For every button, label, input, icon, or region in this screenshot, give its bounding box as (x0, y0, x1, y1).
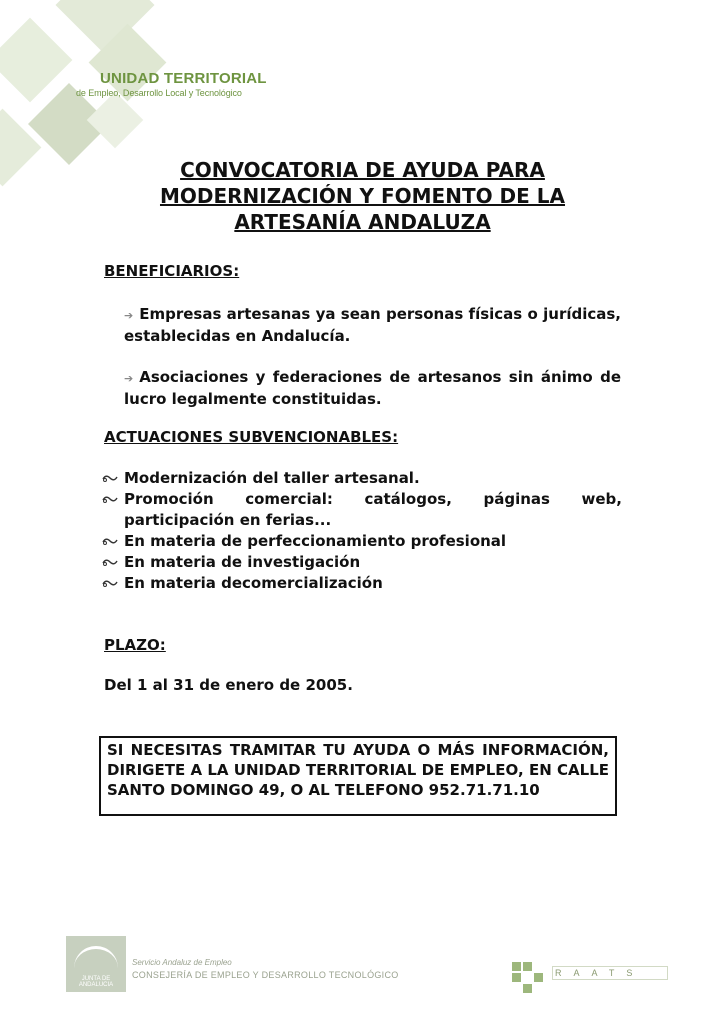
beneficiary-item (124, 367, 621, 410)
plazo-heading: PLAZO: (104, 636, 166, 654)
list-item-text: En materia de investigación (124, 553, 361, 571)
logo-arch-icon (74, 946, 118, 973)
list-item-text: En materia decomercialización (124, 574, 383, 592)
list-item (102, 573, 622, 594)
actuaciones-list (102, 468, 622, 594)
junta-andalucia-logo (66, 936, 126, 992)
scroll-bullet-icon (102, 536, 118, 546)
logo-label: JUNTA DE ANDALUCIA (78, 976, 114, 988)
arrow-bullet-icon: ➔ (124, 372, 134, 385)
beneficiary-item (124, 304, 621, 347)
arrow-bullet-icon: ➔ (124, 309, 134, 322)
organization-header (76, 70, 267, 98)
logo-square-icon (512, 962, 521, 971)
title-line: MODERNIZACIÓN Y FOMENTO DE LA (159, 184, 566, 208)
beneficiarios-heading: BENEFICIARIOS: (104, 262, 240, 280)
scroll-bullet-icon (102, 473, 118, 483)
beneficiary-text: Empresas artesanas ya sean personas físicas o jurídicas, establecidas en Andalucía. (124, 305, 621, 345)
list-item-text: En materia de perfeccionamiento profesional (124, 532, 507, 550)
decorative-square (87, 92, 144, 149)
title-line: ARTESANÍA ANDALUZA (234, 210, 491, 234)
scroll-bullet-icon (102, 494, 118, 504)
raats-text: RAATS (552, 966, 668, 980)
logo-square-icon (523, 962, 532, 971)
contact-box: SI NECESITAS TRAMITAR TU AYUDA O MÁS INFORMACIÓN, DIRIGETE A LA UNIDAD TERRITORIAL DE EMPLEO, EN CALLE SANTO DOMINGO 49, O AL TELEFONO 952.71.71.10 (99, 736, 617, 816)
list-item (102, 468, 622, 489)
actuaciones-heading: ACTUACIONES SUBVENCIONABLES: (104, 428, 399, 446)
plazo-text: Del 1 al 31 de enero de 2005. (104, 676, 353, 694)
footer-line: Servicio Andaluz de Empleo (132, 958, 232, 967)
logo-square-icon (523, 984, 532, 993)
footer-line: CONSEJERÍA DE EMPLEO Y DESARROLLO TECNOLÓGICO (132, 970, 399, 980)
logo-square-icon (512, 973, 521, 982)
list-item (102, 552, 622, 573)
org-subtitle: de Empleo, Desarrollo Local y Tecnológico (76, 88, 242, 98)
list-item (102, 531, 622, 552)
beneficiary-text: Asociaciones y federaciones de artesanos sin ánimo de lucro legalmente constituidas. (124, 368, 621, 408)
list-item (102, 489, 622, 531)
org-title: UNIDAD TERRITORIAL (100, 70, 267, 87)
document-title (105, 157, 620, 235)
scroll-bullet-icon (102, 557, 118, 567)
scroll-bullet-icon (102, 578, 118, 588)
title-line: CONVOCATORIA DE AYUDA PARA (180, 158, 545, 182)
footer-institution (132, 958, 399, 980)
logo-square-icon (534, 973, 543, 982)
list-item-text: Promoción comercial: catálogos, páginas web, participación en ferias... (124, 490, 622, 529)
list-item-text: Modernización del taller artesanal. (124, 469, 420, 487)
